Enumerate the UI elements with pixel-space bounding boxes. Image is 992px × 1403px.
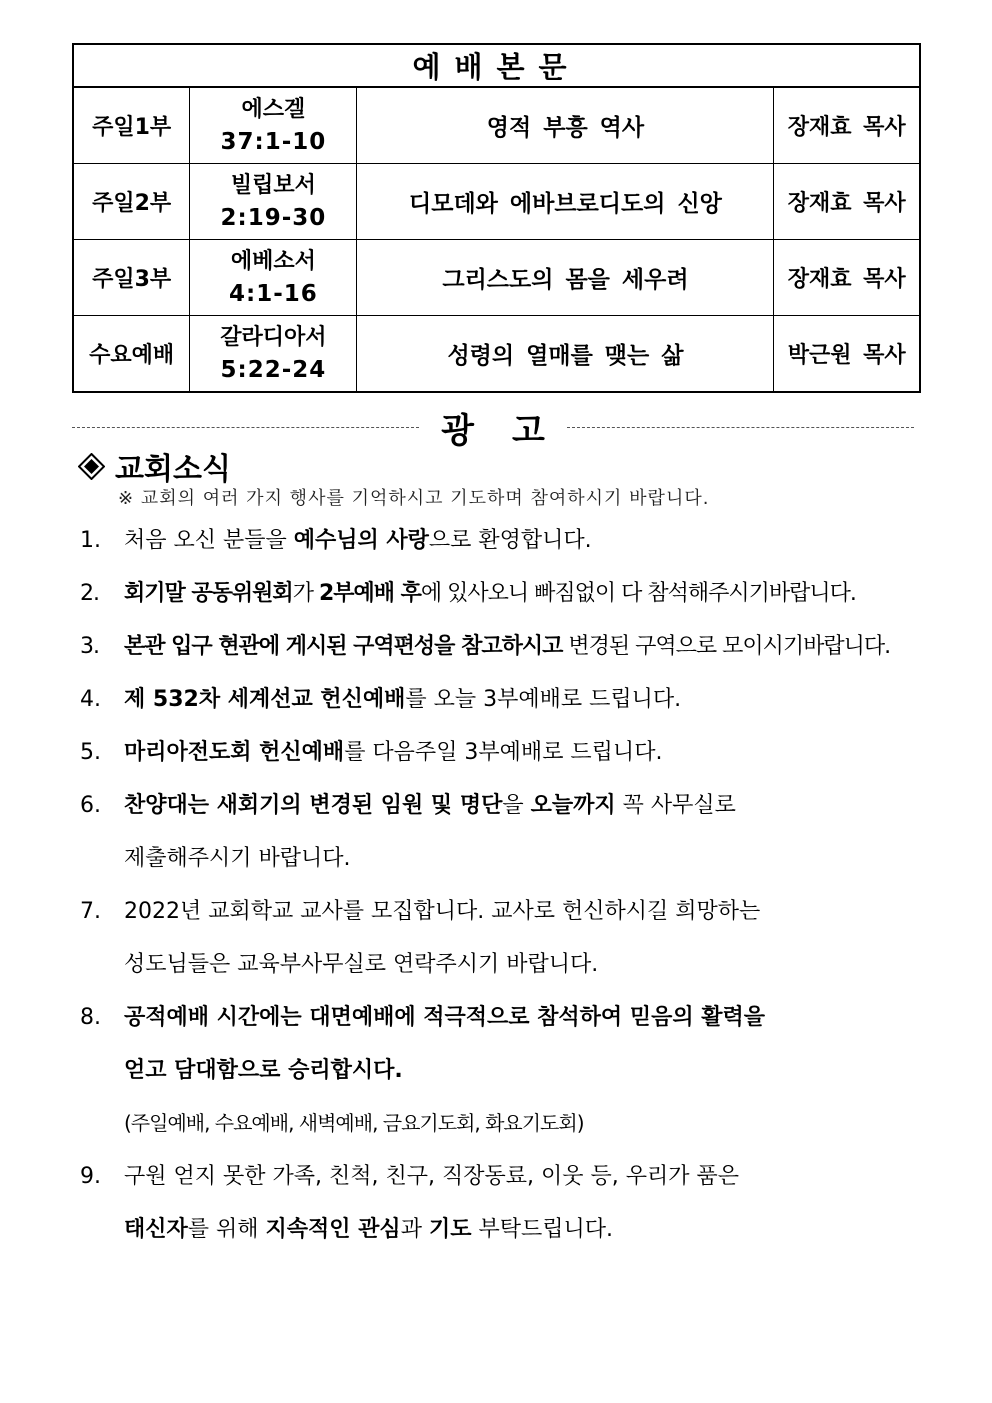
scripture-cell	[190, 164, 357, 240]
preacher-name: 장재효 목사	[774, 87, 920, 164]
scripture-verse: 37:1-10	[220, 128, 327, 155]
news-line-continued	[80, 832, 930, 885]
news-line-continued	[80, 1203, 930, 1256]
diamond-icon	[78, 453, 105, 480]
church-news-header	[78, 446, 231, 486]
news-number: 8.	[80, 1005, 101, 1030]
news-number: 4.	[80, 687, 101, 712]
news-item	[80, 1150, 930, 1256]
news-line-continued	[80, 1044, 930, 1097]
worship-row	[73, 164, 920, 240]
news-line	[80, 620, 930, 673]
scripture-book: 빌립보서	[230, 172, 316, 198]
news-number: 2.	[80, 581, 99, 606]
news-line	[80, 991, 930, 1044]
news-text: (주일예배, 수요예배, 새벽예배, 금요기도회, 화요기도회)	[124, 1111, 584, 1135]
news-text-bold: 회기말 공동위원회	[124, 581, 293, 606]
news-number: 5.	[80, 740, 101, 765]
service-name: 주일1부	[73, 87, 190, 164]
news-line	[80, 514, 930, 567]
news-item	[80, 567, 930, 620]
news-text-bold: 찬양대는 새회기의 변경된 임원 및 명단	[124, 793, 503, 818]
news-text: 를 위해	[187, 1217, 266, 1242]
news-text: 제출해주시기 바랍니다.	[124, 846, 351, 871]
news-text: 으로 환영합니다.	[428, 528, 592, 553]
announcements-title: 광고	[441, 410, 583, 451]
news-number: 3.	[80, 634, 99, 659]
news-text: 성도님들은 교육부사무실로 연락주시기 바랍니다.	[124, 952, 599, 977]
news-text: 과	[400, 1217, 429, 1242]
news-number: 9.	[80, 1164, 101, 1189]
news-text: 처음 오신 분들을	[124, 528, 294, 553]
sermon-title: 영적 부흥 역사	[357, 87, 774, 164]
scripture-book: 에베소서	[230, 248, 316, 274]
news-number: 6.	[80, 793, 101, 818]
service-name: 수요예배	[73, 316, 190, 393]
worship-row	[73, 240, 920, 316]
news-item	[80, 514, 930, 567]
news-text: 가	[292, 581, 319, 606]
news-text-bold: 얻고 담대함으로 승리합시다.	[124, 1058, 403, 1083]
worship-table	[72, 43, 921, 393]
church-news-list	[80, 514, 930, 1256]
news-item	[80, 991, 930, 1150]
news-item	[80, 726, 930, 779]
news-number: 1.	[80, 528, 101, 553]
scripture-cell	[190, 316, 357, 393]
worship-row	[73, 87, 920, 164]
news-text: 2022년 교회학교 교사를 모집합니다. 교사로 헌신하시길 희망하는	[124, 899, 761, 924]
news-text: 에 있사오니 빠짐없이 다 참석해주시기바랍니다.	[420, 581, 856, 606]
dashed-divider-right	[567, 427, 914, 428]
news-text: 를 다음주일 3부예배로 드립니다.	[344, 740, 663, 765]
news-item	[80, 779, 930, 885]
news-text-bold: 마리아전도회 헌신예배	[124, 740, 345, 765]
church-news-note: ※ 교회의 여러 가지 행사를 기억하시고 기도하며 참여하시기 바랍니다.	[118, 488, 710, 509]
service-name: 주일2부	[73, 164, 190, 240]
preacher-name: 장재효 목사	[774, 164, 920, 240]
news-text-bold: 본관 입구 현관에 게시된 구역편성을 참고하시고	[124, 634, 563, 659]
news-text-bold: 제 532차 세계선교 헌신예배	[124, 687, 406, 712]
scripture-book: 갈라디아서	[220, 324, 327, 350]
news-line-continued	[80, 1097, 930, 1150]
news-text: 변경된 구역으로 모이시기바랍니다.	[562, 634, 891, 659]
news-text-bold: 공적예배 시간에는 대면예배에 적극적으로 참석하여 믿음의 활력을	[124, 1005, 766, 1030]
news-text: 구원 얻지 못한 가족, 친척, 친구, 직장동료, 이웃 등, 우리가 품은	[124, 1164, 739, 1189]
news-line-continued	[80, 938, 930, 991]
preacher-name: 장재효 목사	[774, 240, 920, 316]
news-text-bold: 오늘까지	[530, 793, 616, 818]
news-line	[80, 673, 930, 726]
scripture-cell	[190, 240, 357, 316]
news-line	[80, 567, 930, 620]
news-item	[80, 673, 930, 726]
news-text-bold: 태신자	[124, 1217, 188, 1242]
news-line	[80, 1150, 930, 1203]
sermon-title: 디모데와 에바브로디도의 신앙	[357, 164, 774, 240]
scripture-verse: 4:1-16	[229, 280, 318, 307]
worship-row	[73, 316, 920, 393]
news-text-bold: 2부예배 후	[318, 581, 421, 606]
worship-table-title: 예배본문	[73, 44, 920, 87]
news-text: 부탁드립니다.	[471, 1217, 613, 1242]
scripture-book: 에스겔	[241, 96, 306, 122]
news-item	[80, 620, 930, 673]
news-text-bold: 예수님의 사랑	[293, 528, 429, 553]
news-item	[80, 885, 930, 991]
news-text: 를 오늘 3부예배로 드립니다.	[405, 687, 682, 712]
dashed-divider-left	[72, 427, 419, 428]
service-name: 주일3부	[73, 240, 190, 316]
sermon-title: 성령의 열매를 맺는 삶	[357, 316, 774, 393]
news-text: 꼭 사무실로	[615, 793, 736, 818]
church-news-title: 교회소식	[115, 452, 231, 487]
preacher-name: 박근원 목사	[774, 316, 920, 393]
news-text-bold: 지속적인 관심	[265, 1217, 401, 1242]
news-line	[80, 779, 930, 832]
news-line	[80, 885, 930, 938]
scripture-verse: 5:22-24	[220, 356, 327, 383]
sermon-title: 그리스도의 몸을 세우려	[357, 240, 774, 316]
news-text-bold: 기도	[428, 1217, 472, 1242]
scripture-verse: 2:19-30	[220, 204, 327, 231]
news-number: 7.	[80, 899, 101, 924]
news-text: 을	[502, 793, 531, 818]
scripture-cell	[190, 87, 357, 164]
news-line	[80, 726, 930, 779]
